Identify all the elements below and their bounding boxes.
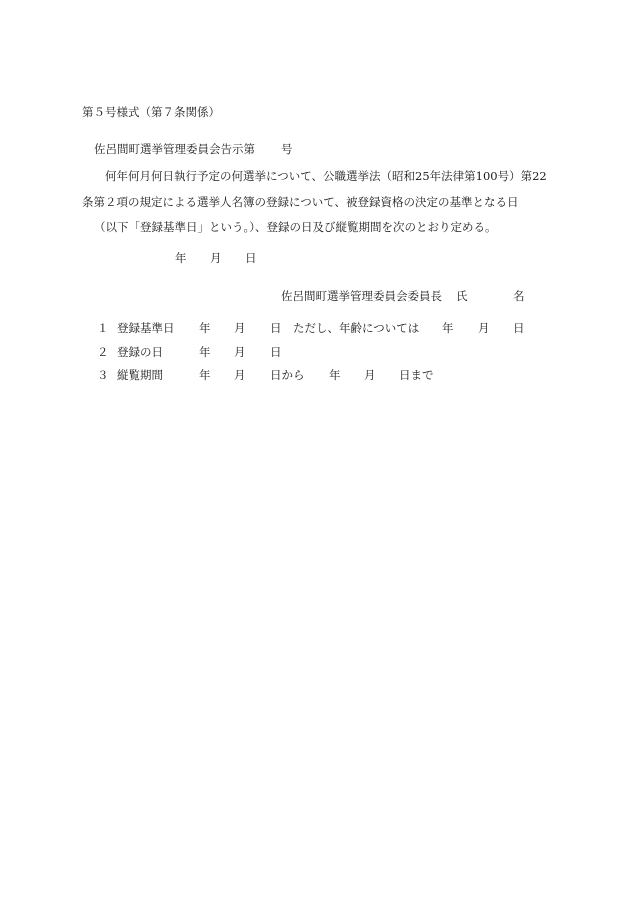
item-month: 月	[234, 321, 246, 335]
date-month: 月	[210, 251, 222, 265]
item-note-day: 日	[513, 321, 525, 335]
item-to-day: 日まで	[399, 368, 434, 382]
item-day-from: 日から	[270, 368, 305, 382]
item-label: 登録基準日	[117, 321, 175, 335]
item-number: ３	[97, 368, 109, 382]
body-line-3: （以下「登録基準日」という。）、登録の日及び縦覧期間を次のとおり定める。	[94, 220, 497, 234]
item-to-year: 年	[329, 368, 341, 382]
item-month: 月	[234, 344, 246, 359]
signature-title: 佐呂間町選挙管理委員会委員長	[281, 289, 442, 303]
item-day: 日	[270, 321, 282, 335]
item-month: 月	[234, 368, 246, 382]
signature-shi: 氏	[456, 289, 468, 303]
body-line-1: 何年何月何日執行予定の何選挙について、公職選挙法（昭和25年法律第100号）第22	[105, 169, 547, 183]
item-number: １	[97, 321, 109, 335]
notice-title	[94, 141, 293, 157]
item-year: 年	[199, 368, 211, 382]
item-day: 日	[270, 344, 282, 359]
item-to-month: 月	[364, 368, 376, 382]
item-number: ２	[97, 344, 109, 359]
item-label: 縦覧期間	[117, 368, 163, 382]
item-note-year: 年	[442, 321, 454, 335]
item-note-month: 月	[478, 321, 490, 335]
date-day: 日	[245, 251, 257, 265]
date-year: 年	[175, 251, 187, 265]
notice-number-suffix: 号	[281, 142, 293, 156]
item-note: ただし、年齢については	[293, 321, 420, 335]
form-label: 第５号様式（第７条関係）	[82, 105, 220, 119]
notice-issuer: 佐呂間町選挙管理委員会告示第	[94, 142, 255, 156]
item-label: 登録の日	[117, 344, 163, 359]
item-year: 年	[199, 344, 211, 359]
notice-body	[82, 164, 552, 241]
item-year: 年	[199, 321, 211, 335]
body-line-2: 条第２項の規定による選挙人名簿の登録について、被登録資格の決定の基準となる日	[82, 194, 519, 209]
signature-mei: 名	[513, 289, 525, 303]
